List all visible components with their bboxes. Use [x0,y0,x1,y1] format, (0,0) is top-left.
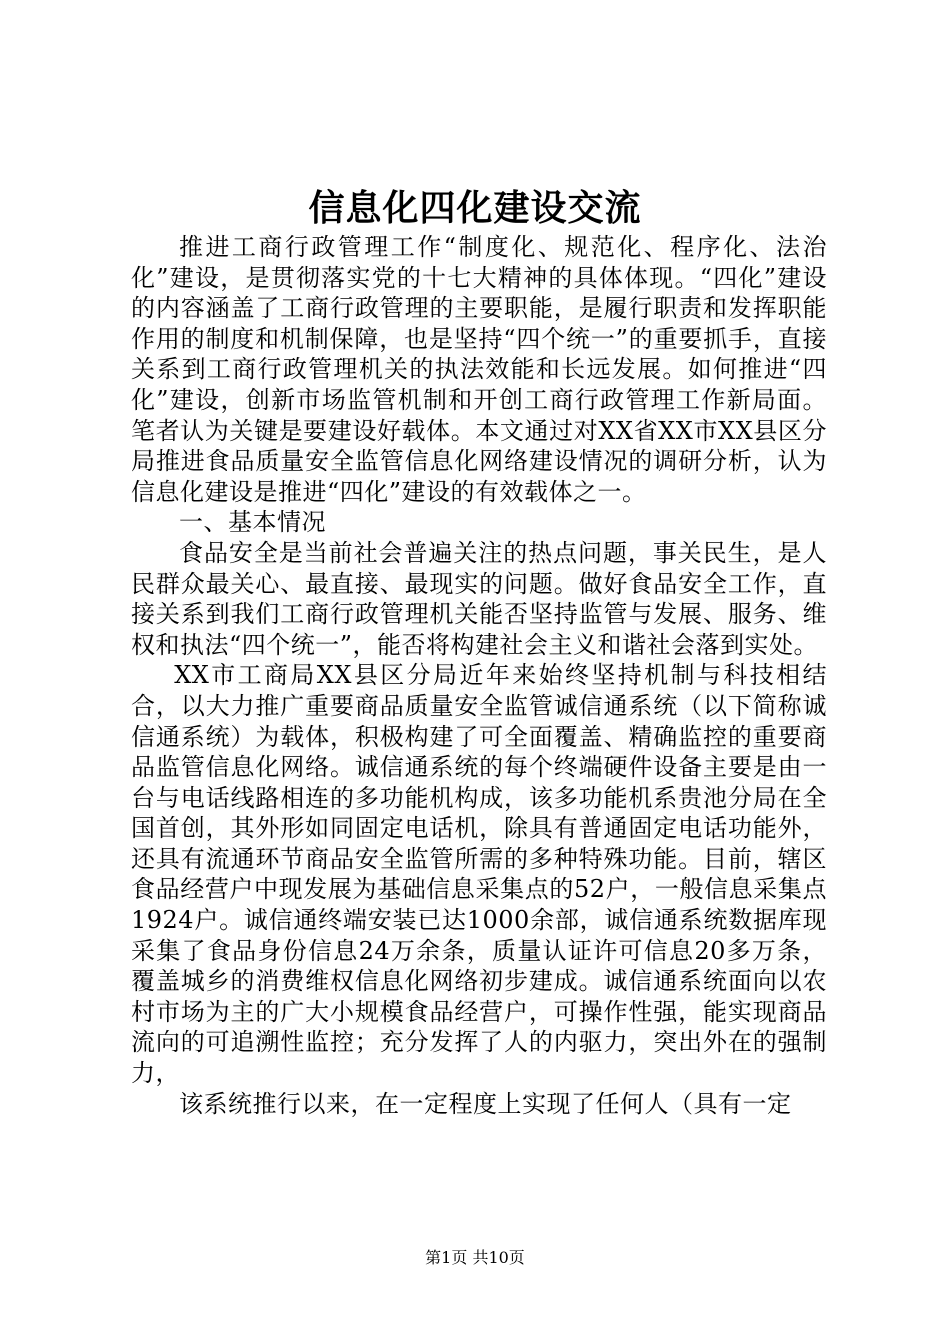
page-number-footer: 第1页 共10页 [425,1248,525,1267]
document-title: 信息化四化建设交流 [308,187,642,229]
paragraph-integrity-system: XX市工商局XX县区分局近年来始终坚持机制与科技相结合，以大力推广重要商品质量安全监管诚信通系统（以下简称诚信通系统）为载体，积极构建了可全面覆盖、精确监控的重要商品监管信息化网络。诚信通系统的每个终端硬件设备主要是由一台与电话线路相连的多功能机构成，该多功能机系贵池分局在全国首创，其外形如同固定电话机，除具有普通固定电话功能外，还具有流通环节商品安全监管所需的多种特殊功能。目前，辖区食品经营户中现发展为基础信息采集点的52户，一般信息采集点1924户。诚信通终端安装已达1000余部，诚信通系统数据库现采集了食品身份信息24万余条，质量认证许可信息20多万条，覆盖城乡的消费维权信息化网络初步建成。诚信通系统面向以农村市场为主的广大小规模食品经营户，可操作性强，能实现商品流向的可追溯性监控；充分发挥了人的内驱力，突出外在的强制力， [131,661,827,1088]
paragraph-system-effect: 该系统推行以来，在一定程度上实现了任何人（具有一定 [179,1089,792,1118]
paragraph-food-safety: 食品安全是当前社会普遍关注的热点问题，事关民生，是人民群众最关心、最直接、最现实的问题。做好食品安全工作，直接关系到我们工商行政管理机关能否坚持监管与发展、服务、维权和执法“四个统一”，能否将构建社会主义和谐社会落到实处。 [131,538,827,659]
document-body [131,232,827,1119]
section-heading-basic-situation: 一、基本情况 [179,508,326,537]
paragraph-intro: 推进工商行政管理工作“制度化、规范化、程序化、法治化”建设，是贯彻落实党的十七大精神的具体体现。“四化”建设的内容涵盖了工商行政管理的主要职能，是履行职责和发挥职能作用的制度和机制保障，也是坚持“四个统一”的重要抓手，直接关系到工商行政管理机关的执法效能和长远发展。如何推进“四化”建设，创新市场监管机制和开创工商行政管理工作新局面。笔者认为关键是要建设好载体。本文通过对XX省XX市XX县区分局推进食品质量安全监管信息化网络建设情况的调研分析，认为信息化建设是推进“四化”建设的有效载体之一。 [131,233,827,506]
